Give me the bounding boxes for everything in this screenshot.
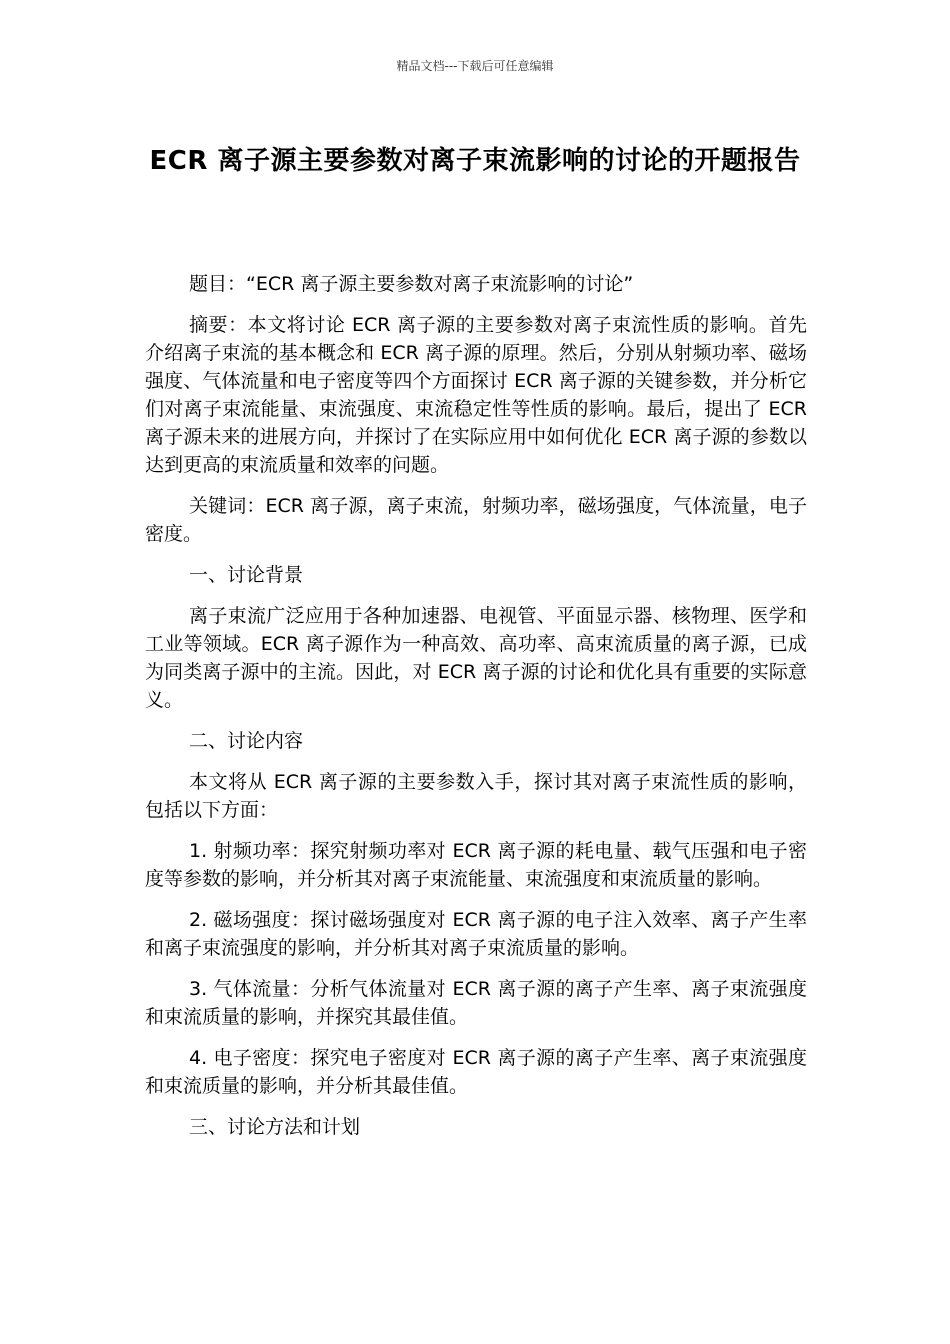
topic-line: 题目：“ECR 离子源主要参数对离子束流影响的讨论” bbox=[189, 273, 634, 295]
section-heading-method: 三、讨论方法和计划 bbox=[189, 1116, 361, 1138]
content-intro-paragraph: 本文将从 ECR 离子源的主要参数入手，探讨其对离子束流性质的影响，包括以下方面： bbox=[145, 771, 807, 821]
keywords-paragraph: 关键词：ECR 离子源，离子束流，射频功率，磁场强度，气体流量，电子密度。 bbox=[145, 495, 807, 545]
background-paragraph: 离子束流广泛应用于各种加速器、电视管、平面显示器、核物理、医学和工业等领域。ECR 离子源作为一种高效、高功率、高束流质量的离子源，已成为同类离子源中的主流。因此，对 ECR 离子源的讨论和优化具有重要的实际意义。 bbox=[145, 605, 807, 711]
list-item-rf-power: 1. 射频功率：探究射频功率对 ECR 离子源的耗电量、载气压强和电子密度等参数的影响，并分析其对离子束流能量、束流强度和束流质量的影响。 bbox=[145, 840, 807, 890]
abstract-paragraph: 摘要：本文将讨论 ECR 离子源的主要参数对离子束流性质的影响。首先介绍离子束流的基本概念和 ECR 离子源的原理。然后，分别从射频功率、磁场强度、气体流量和电子密度等四个方面探讨 ECR 离子源的关键参数，并分析它们对离子束流能量、束流强度、束流稳定性等性质的影响。最后，提出了 ECR 离子源未来的进展方向，并探讨了在实际应用中如何优化 ECR 离子源的参数以达到更高的束流质量和效率的问题。 bbox=[145, 314, 807, 476]
header-note: 精品文档---下载后可任意编辑 bbox=[396, 59, 554, 73]
list-item-gas-flow: 3. 气体流量：分析气体流量对 ECR 离子源的离子产生率、离子束流强度和束流质量的影响，并探究其最佳值。 bbox=[145, 978, 807, 1028]
list-item-magnetic-field: 2. 磁场强度：探讨磁场强度对 ECR 离子源的电子注入效率、离子产生率和离子束流强度的影响，并分析其对离子束流质量的影响。 bbox=[145, 909, 807, 959]
section-heading-background: 一、讨论背景 bbox=[189, 564, 304, 586]
section-heading-content: 二、讨论内容 bbox=[189, 730, 304, 752]
list-item-electron-density: 4. 电子密度：探究电子密度对 ECR 离子源的离子产生率、离子束流强度和束流质量的影响，并分析其最佳值。 bbox=[145, 1047, 807, 1097]
document-title: ECR 离子源主要参数对离子束流影响的讨论的开题报告 bbox=[149, 146, 801, 176]
document-body bbox=[145, 270, 807, 1154]
